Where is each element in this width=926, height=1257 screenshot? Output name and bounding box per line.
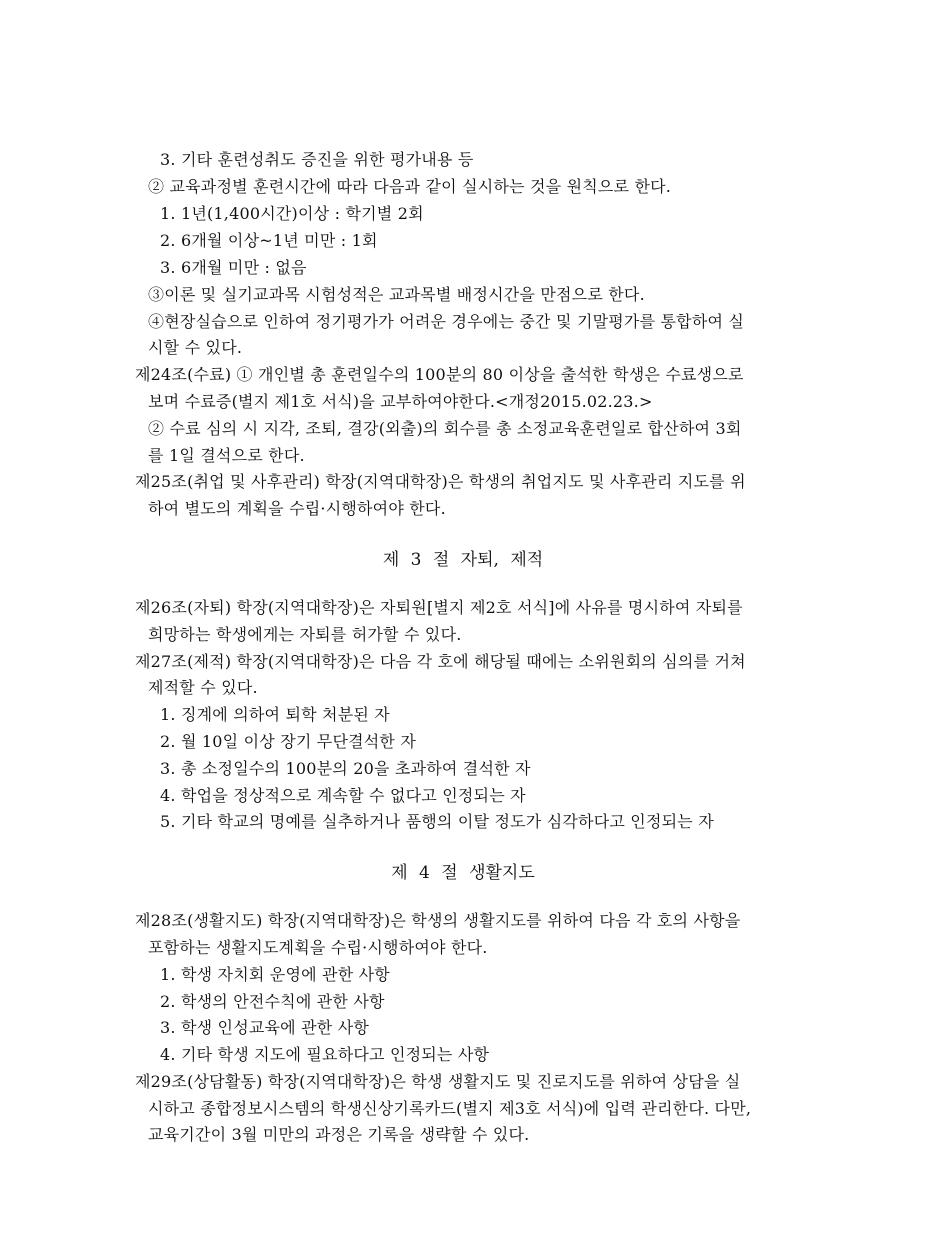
clause-text: 를 1일 결석으로 한다. [148, 446, 305, 465]
list-item: 3. 학생 인성교육에 관한 사항 [160, 1018, 370, 1037]
article-25-cont: 하여 별도의 계획을 수립·시행하여야 한다. [148, 499, 446, 518]
list-item: 2. 6개월 이상~1년 미만 : 1회 [160, 231, 378, 250]
list-item: 2. 학생의 안전수칙에 관한 사항 [160, 992, 385, 1011]
list-item: 3. 6개월 미만 : 없음 [160, 258, 307, 277]
list-item: 2. 월 10일 이상 장기 무단결석한 자 [160, 732, 417, 751]
article-28: 제28조(생활지도) 학장(지역대학장)은 학생의 생활지도를 위하여 다음 각 호의 사항을 [135, 911, 741, 930]
list-item: 1. 1년(1,400시간)이상 : 학기별 2회 [160, 204, 424, 223]
section-heading-3: 제 3 절 자퇴, 제적 [382, 550, 544, 570]
clause-text: 시할 수 있다. [148, 338, 243, 357]
article-29-cont: 교육기간이 3월 미만의 과정은 기록을 생략할 수 있다. [148, 1125, 530, 1144]
list-item: 3. 기타 훈련성취도 증진을 위한 평가내용 등 [160, 150, 474, 169]
list-item: 4. 기타 학생 지도에 필요하다고 인정되는 사항 [160, 1045, 490, 1064]
section-heading-4: 제 4 절 생활지도 [391, 863, 535, 883]
article-24: 제24조(수료) ① 개인별 총 훈련일수의 100분의 80 이상을 출석한 학생은 수료생으로 [135, 365, 744, 384]
article-26-cont: 희망하는 학생에게는 자퇴를 허가할 수 있다. [148, 625, 462, 644]
list-item: 1. 학생 자치회 운영에 관한 사항 [160, 965, 390, 984]
clause-text: ④현장실습으로 인하여 정기평가가 어려운 경우에는 중간 및 기말평가를 통합하여 실 [148, 312, 745, 331]
article-29-cont: 시하고 종합정보시스템의 학생신상기록카드(별지 제3호 서식)에 입력 관리한다. 다만, [148, 1099, 752, 1118]
clause-text: ② 교육과정별 훈련시간에 따라 다음과 같이 실시하는 것을 원칙으로 한다. [148, 177, 672, 196]
article-26: 제26조(자퇴) 학장(지역대학장)은 자퇴원[별지 제2호 서식]에 사유를 명시하여 자퇴를 [135, 598, 743, 617]
article-27: 제27조(제적) 학장(지역대학장)은 다음 각 호에 해당될 때에는 소위원회의 심의를 거쳐 [135, 652, 746, 671]
list-item: 3. 총 소정일수의 100분의 20을 초과하여 결석한 자 [160, 759, 531, 778]
article-29: 제29조(상담활동) 학장(지역대학장)은 학생 생활지도 및 진로지도를 위하여 상담을 실 [135, 1072, 741, 1091]
article-24-cont: 보며 수료증(별지 제1호 서식)을 교부하여야한다.<개정2015.02.23.> [148, 392, 653, 411]
list-item: 5. 기타 학교의 명예를 실추하거나 품행의 이탈 정도가 심각하다고 인정되는 자 [160, 812, 714, 831]
list-item: 4. 학업을 정상적으로 계속할 수 없다고 인정되는 자 [160, 786, 526, 805]
list-item: 1. 징계에 의하여 퇴학 처분된 자 [160, 705, 390, 724]
article-25: 제25조(취업 및 사후관리) 학장(지역대학장)은 학생의 취업지도 및 사후관리 지도를 위 [135, 472, 746, 491]
article-28-cont: 포함하는 생활지도계획을 수립·시행하여야 한다. [148, 938, 488, 957]
clause-text: ② 수료 심의 시 지각, 조퇴, 결강(외출)의 회수를 총 소정교육훈련일로 합산하여 3회 [148, 419, 742, 438]
article-27-cont: 제적할 수 있다. [148, 678, 258, 697]
clause-text: ③이론 및 실기교과목 시험성적은 교과목별 배정시간을 만점으로 한다. [148, 285, 645, 304]
